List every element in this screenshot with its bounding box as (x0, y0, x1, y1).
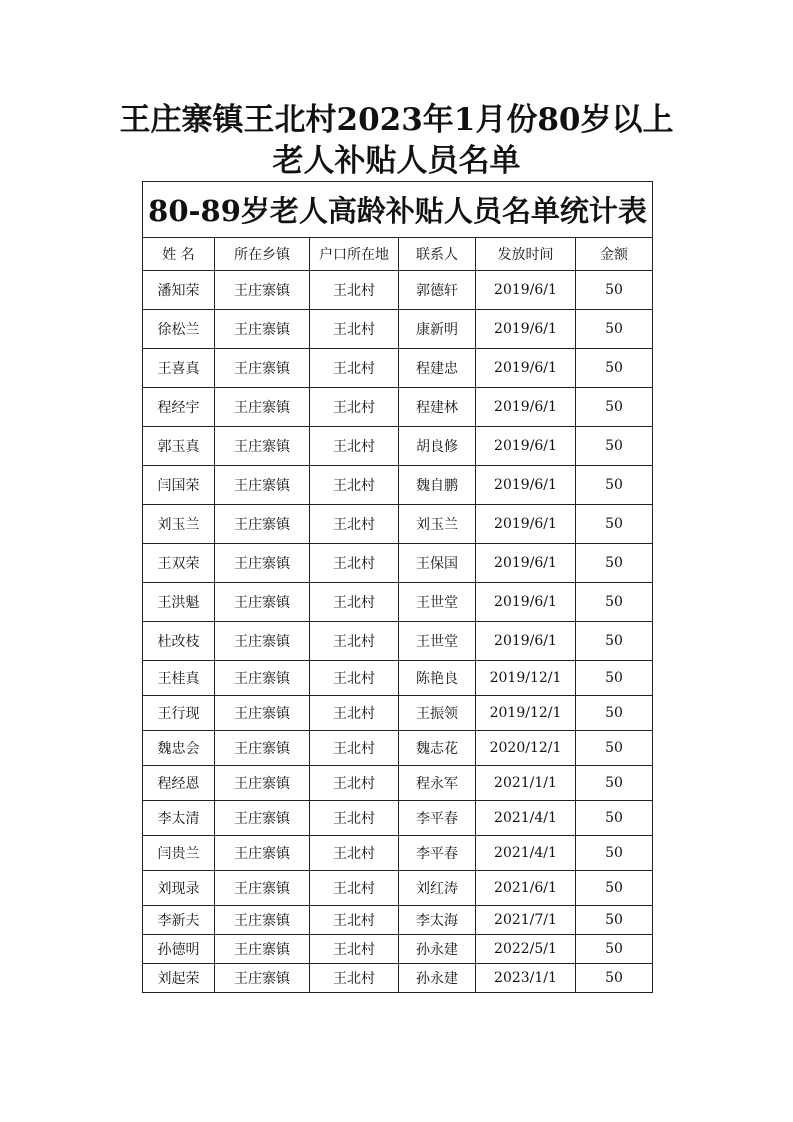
document-title-line-1: 王庄寨镇王北村2023年1月份80岁以上 (119, 102, 674, 138)
cell-name: 郭玉真 (143, 427, 215, 466)
cell-household-location: 王北村 (310, 935, 399, 964)
cell-household-location: 王北村 (310, 310, 399, 349)
cell-household-location: 王北村 (310, 836, 399, 871)
table-row (143, 964, 653, 993)
cell-name: 李太清 (143, 801, 215, 836)
cell-name: 刘玉兰 (143, 505, 215, 544)
cell-amount: 50 (576, 661, 653, 696)
table-row (143, 801, 653, 836)
cell-town: 王庄寨镇 (215, 505, 310, 544)
cell-town: 王庄寨镇 (215, 388, 310, 427)
cell-contact: 孙永建 (399, 964, 476, 993)
cell-name: 王桂真 (143, 661, 215, 696)
cell-town: 王庄寨镇 (215, 731, 310, 766)
table-caption: 80-89岁老人高龄补贴人员名单统计表 (143, 182, 653, 238)
table-body (143, 271, 653, 993)
cell-issue-date: 2021/7/1 (476, 906, 576, 935)
cell-issue-date: 2021/4/1 (476, 836, 576, 871)
cell-name: 闫国荣 (143, 466, 215, 505)
header-issue-date: 发放时间 (476, 238, 576, 271)
cell-town: 王庄寨镇 (215, 935, 310, 964)
cell-issue-date: 2019/12/1 (476, 661, 576, 696)
cell-name: 程经恩 (143, 766, 215, 801)
cell-household-location: 王北村 (310, 583, 399, 622)
cell-contact: 孙永建 (399, 935, 476, 964)
cell-household-location: 王北村 (310, 544, 399, 583)
cell-town: 王庄寨镇 (215, 661, 310, 696)
table-row (143, 731, 653, 766)
cell-issue-date: 2021/1/1 (476, 766, 576, 801)
table-row (143, 505, 653, 544)
cell-issue-date: 2019/6/1 (476, 622, 576, 661)
cell-issue-date: 2019/12/1 (476, 696, 576, 731)
header-amount: 金额 (576, 238, 653, 271)
cell-town: 王庄寨镇 (215, 766, 310, 801)
cell-household-location: 王北村 (310, 505, 399, 544)
cell-contact: 郭德轩 (399, 271, 476, 310)
cell-town: 王庄寨镇 (215, 544, 310, 583)
cell-contact: 刘玉兰 (399, 505, 476, 544)
table-row (143, 906, 653, 935)
cell-town: 王庄寨镇 (215, 349, 310, 388)
cell-name: 李新夫 (143, 906, 215, 935)
cell-amount: 50 (576, 935, 653, 964)
cell-town: 王庄寨镇 (215, 836, 310, 871)
cell-name: 王洪魁 (143, 583, 215, 622)
cell-name: 王行现 (143, 696, 215, 731)
cell-amount: 50 (576, 466, 653, 505)
cell-household-location: 王北村 (310, 696, 399, 731)
cell-contact: 刘红涛 (399, 871, 476, 906)
cell-amount: 50 (576, 906, 653, 935)
cell-household-location: 王北村 (310, 801, 399, 836)
cell-household-location: 王北村 (310, 349, 399, 388)
cell-amount: 50 (576, 836, 653, 871)
table-row (143, 544, 653, 583)
cell-name: 王喜真 (143, 349, 215, 388)
table-row (143, 466, 653, 505)
cell-amount: 50 (576, 427, 653, 466)
cell-amount: 50 (576, 310, 653, 349)
table-row (143, 388, 653, 427)
cell-household-location: 王北村 (310, 622, 399, 661)
cell-amount: 50 (576, 388, 653, 427)
cell-issue-date: 2019/6/1 (476, 583, 576, 622)
cell-name: 刘现录 (143, 871, 215, 906)
cell-issue-date: 2019/6/1 (476, 388, 576, 427)
cell-issue-date: 2023/1/1 (476, 964, 576, 993)
cell-name: 程经宇 (143, 388, 215, 427)
cell-amount: 50 (576, 696, 653, 731)
cell-issue-date: 2021/6/1 (476, 871, 576, 906)
cell-town: 王庄寨镇 (215, 622, 310, 661)
cell-household-location: 王北村 (310, 731, 399, 766)
cell-household-location: 王北村 (310, 766, 399, 801)
cell-town: 王庄寨镇 (215, 427, 310, 466)
cell-contact: 李太海 (399, 906, 476, 935)
cell-town: 王庄寨镇 (215, 964, 310, 993)
table-row (143, 310, 653, 349)
cell-contact: 程永军 (399, 766, 476, 801)
cell-household-location: 王北村 (310, 871, 399, 906)
cell-name: 徐松兰 (143, 310, 215, 349)
cell-amount: 50 (576, 766, 653, 801)
cell-town: 王庄寨镇 (215, 696, 310, 731)
cell-town: 王庄寨镇 (215, 583, 310, 622)
cell-town: 王庄寨镇 (215, 801, 310, 836)
cell-amount: 50 (576, 271, 653, 310)
table-row (143, 935, 653, 964)
table-row (143, 271, 653, 310)
cell-household-location: 王北村 (310, 906, 399, 935)
cell-name: 潘知荣 (143, 271, 215, 310)
cell-household-location: 王北村 (310, 661, 399, 696)
header-household-location: 户口所在地 (310, 238, 399, 271)
cell-town: 王庄寨镇 (215, 906, 310, 935)
cell-amount: 50 (576, 583, 653, 622)
cell-issue-date: 2019/6/1 (476, 544, 576, 583)
cell-name: 杜改枝 (143, 622, 215, 661)
cell-name: 刘起荣 (143, 964, 215, 993)
cell-contact: 康新明 (399, 310, 476, 349)
cell-contact: 魏自鹏 (399, 466, 476, 505)
cell-contact: 王保国 (399, 544, 476, 583)
cell-issue-date: 2019/6/1 (476, 310, 576, 349)
header-contact: 联系人 (399, 238, 476, 271)
header-town: 所在乡镇 (215, 238, 310, 271)
cell-amount: 50 (576, 349, 653, 388)
cell-amount: 50 (576, 505, 653, 544)
cell-issue-date: 2022/5/1 (476, 935, 576, 964)
cell-issue-date: 2019/6/1 (476, 505, 576, 544)
subsidy-table (142, 181, 653, 993)
table-row (143, 622, 653, 661)
table-row (143, 696, 653, 731)
cell-town: 王庄寨镇 (215, 871, 310, 906)
cell-contact: 王振领 (399, 696, 476, 731)
table-row (143, 766, 653, 801)
cell-town: 王庄寨镇 (215, 466, 310, 505)
cell-issue-date: 2019/6/1 (476, 271, 576, 310)
table-row (143, 583, 653, 622)
cell-contact: 程建林 (399, 388, 476, 427)
cell-issue-date: 2019/6/1 (476, 466, 576, 505)
cell-contact: 陈艳良 (399, 661, 476, 696)
cell-contact: 王世堂 (399, 622, 476, 661)
table-row (143, 661, 653, 696)
cell-issue-date: 2019/6/1 (476, 349, 576, 388)
cell-household-location: 王北村 (310, 388, 399, 427)
cell-household-location: 王北村 (310, 466, 399, 505)
table-row (143, 836, 653, 871)
cell-issue-date: 2019/6/1 (476, 427, 576, 466)
cell-name: 王双荣 (143, 544, 215, 583)
cell-name: 孙德明 (143, 935, 215, 964)
cell-town: 王庄寨镇 (215, 271, 310, 310)
cell-issue-date: 2020/12/1 (476, 731, 576, 766)
cell-household-location: 王北村 (310, 271, 399, 310)
cell-amount: 50 (576, 871, 653, 906)
cell-amount: 50 (576, 801, 653, 836)
document-title-line-2: 老人补贴人员名单 (272, 143, 521, 179)
cell-contact: 王世堂 (399, 583, 476, 622)
cell-name: 魏忠会 (143, 731, 215, 766)
table-row (143, 349, 653, 388)
cell-contact: 程建忠 (399, 349, 476, 388)
table-row (143, 871, 653, 906)
cell-contact: 李平春 (399, 801, 476, 836)
cell-issue-date: 2021/4/1 (476, 801, 576, 836)
cell-amount: 50 (576, 964, 653, 993)
cell-contact: 魏志花 (399, 731, 476, 766)
cell-name: 闫贵兰 (143, 836, 215, 871)
cell-contact: 李平春 (399, 836, 476, 871)
cell-contact: 胡良修 (399, 427, 476, 466)
cell-household-location: 王北村 (310, 427, 399, 466)
cell-amount: 50 (576, 622, 653, 661)
cell-amount: 50 (576, 544, 653, 583)
table-header-row (143, 238, 653, 271)
table-row (143, 427, 653, 466)
header-name: 姓 名 (143, 238, 215, 271)
cell-amount: 50 (576, 731, 653, 766)
cell-town: 王庄寨镇 (215, 310, 310, 349)
cell-household-location: 王北村 (310, 964, 399, 993)
